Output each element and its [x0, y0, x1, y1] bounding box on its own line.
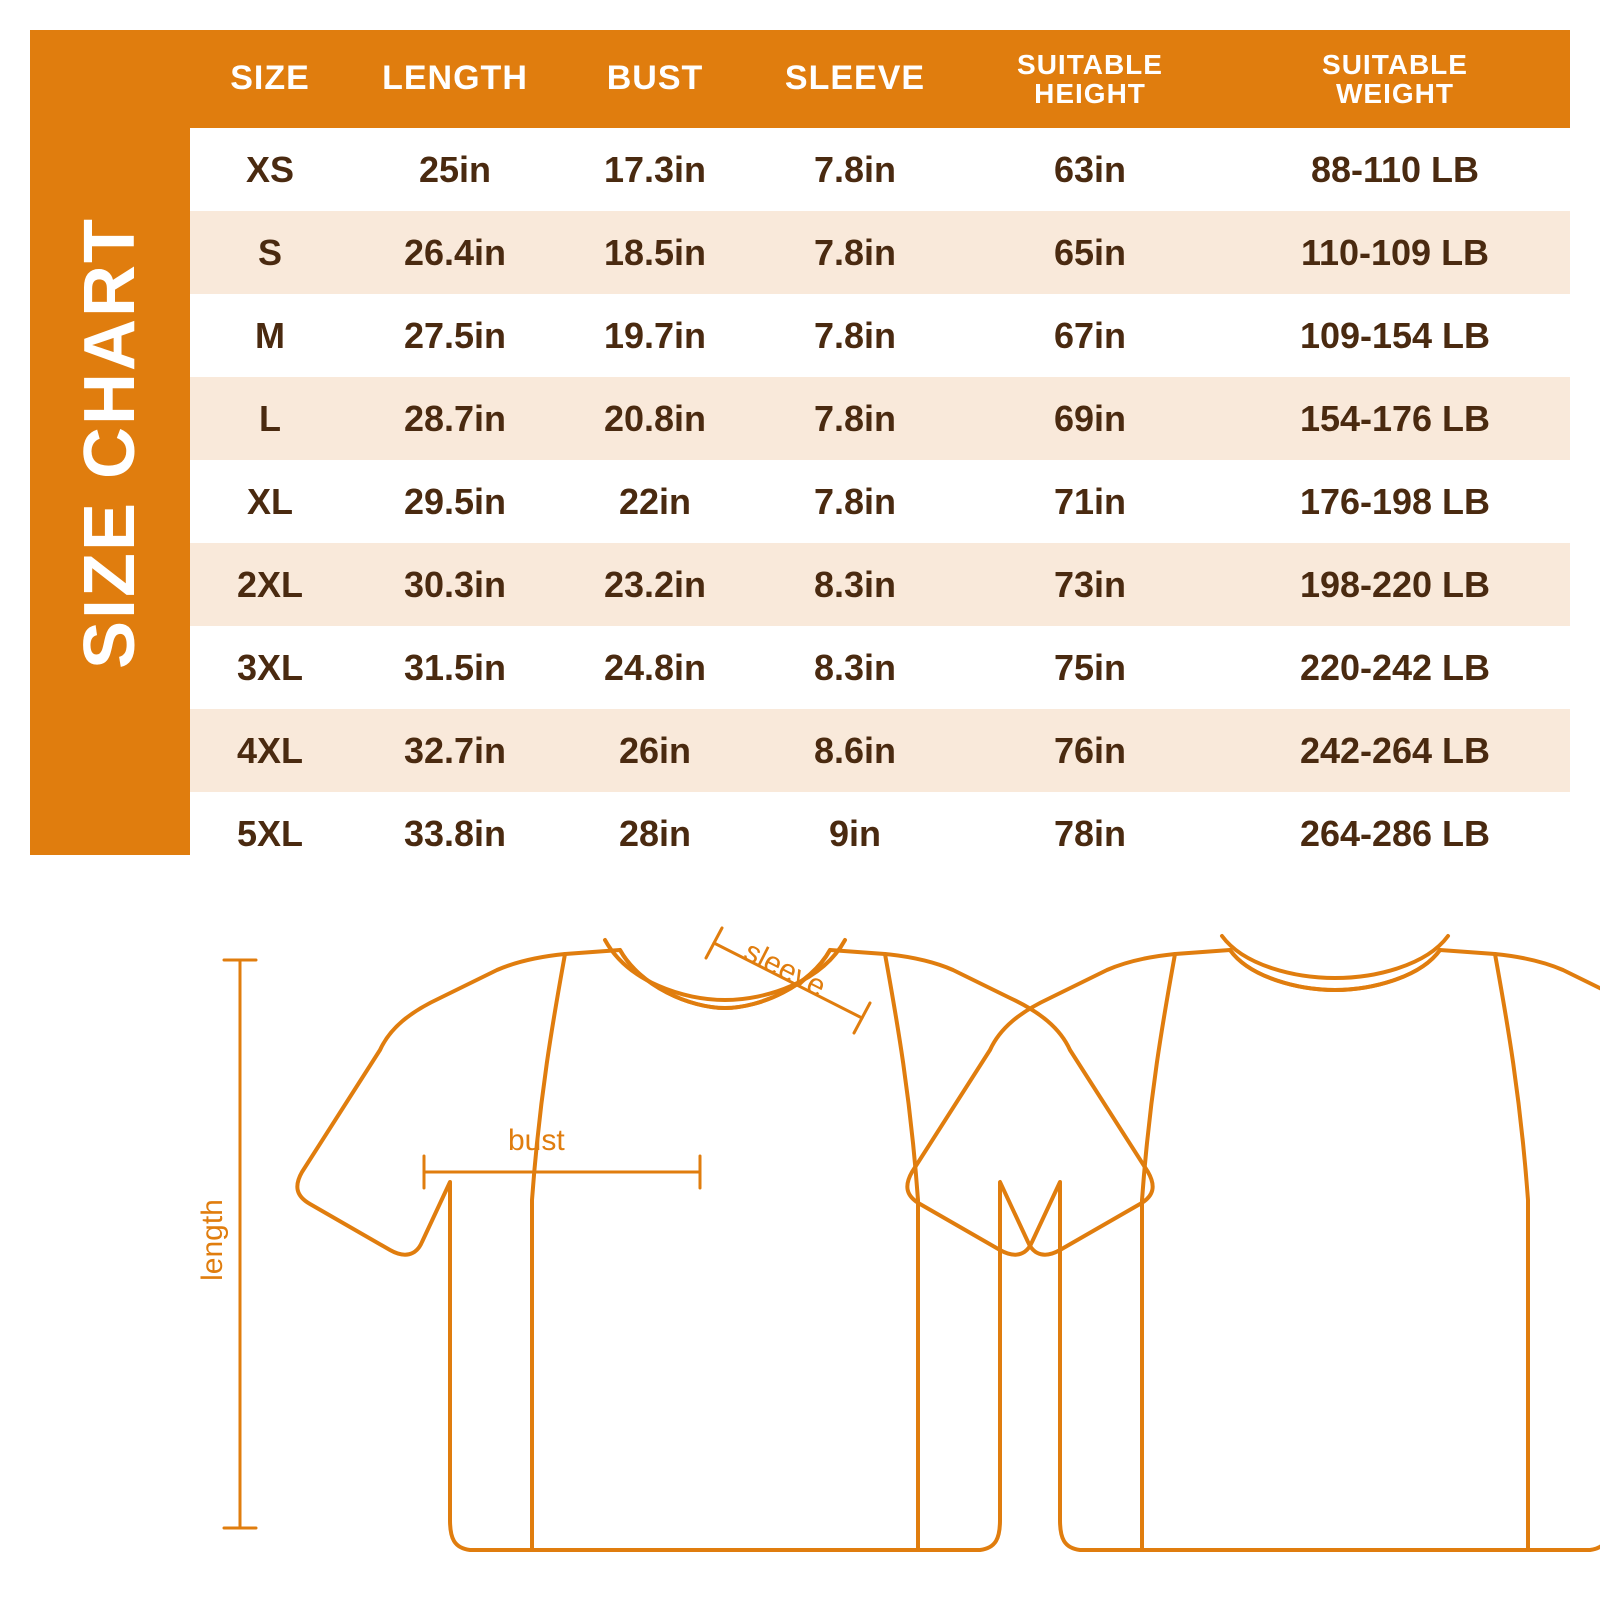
cell-size: 3XL	[190, 626, 350, 709]
cell-weight: 109-154 LB	[1220, 294, 1570, 377]
table-header-row	[190, 30, 1570, 128]
size-chart-panel	[30, 30, 1570, 855]
cell-bust: 24.8in	[560, 626, 750, 709]
cell-size: 4XL	[190, 709, 350, 792]
cell-weight: 242-264 LB	[1220, 709, 1570, 792]
cell-length: 29.5in	[350, 460, 560, 543]
cell-weight: 110-109 LB	[1220, 211, 1570, 294]
cell-height: 78in	[960, 792, 1220, 875]
cell-sleeve: 7.8in	[750, 128, 960, 211]
cell-sleeve: 8.3in	[750, 543, 960, 626]
column-header-suitable-height: SUITABLE HEIGHT	[1017, 48, 1163, 109]
cell-weight: 154-176 LB	[1220, 377, 1570, 460]
label-sleeve: sleeve	[738, 934, 832, 1004]
cell-sleeve: 8.3in	[750, 626, 960, 709]
cell-height: 69in	[960, 377, 1220, 460]
cell-height: 71in	[960, 460, 1220, 543]
cell-size: M	[190, 294, 350, 377]
cell-sleeve: 7.8in	[750, 460, 960, 543]
cell-size: L	[190, 377, 350, 460]
cell-height: 67in	[960, 294, 1220, 377]
column-header-suitable-weight: SUITABLE WEIGHT	[1322, 48, 1468, 109]
measurement-diagram	[0, 900, 1600, 1590]
table-row	[190, 460, 1570, 543]
cell-length: 32.7in	[350, 709, 560, 792]
column-header-length: LENGTH	[382, 59, 528, 98]
cell-height: 65in	[960, 211, 1220, 294]
cell-weight: 88-110 LB	[1220, 128, 1570, 211]
cell-bust: 23.2in	[560, 543, 750, 626]
column-header-sleeve: SLEEVE	[784, 59, 926, 98]
cell-bust: 20.8in	[560, 377, 750, 460]
cell-sleeve: 8.6in	[750, 709, 960, 792]
page-title: SIZE CHART	[70, 216, 150, 669]
tshirt-back-outline	[907, 936, 1600, 1550]
cell-sleeve: 9in	[750, 792, 960, 875]
cell-height: 63in	[960, 128, 1220, 211]
cell-height: 76in	[960, 709, 1220, 792]
cell-length: 26.4in	[350, 211, 560, 294]
table-row	[190, 792, 1570, 875]
table-row	[190, 543, 1570, 626]
table-row	[190, 211, 1570, 294]
cell-weight: 198-220 LB	[1220, 543, 1570, 626]
size-chart-title-bar	[30, 30, 190, 855]
cell-length: 27.5in	[350, 294, 560, 377]
cell-bust: 26in	[560, 709, 750, 792]
cell-size: S	[190, 211, 350, 294]
cell-weight: 220-242 LB	[1220, 626, 1570, 709]
table-row	[190, 128, 1570, 211]
cell-length: 28.7in	[350, 377, 560, 460]
cell-sleeve: 7.8in	[750, 294, 960, 377]
cell-height: 73in	[960, 543, 1220, 626]
cell-size: XL	[190, 460, 350, 543]
cell-length: 30.3in	[350, 543, 560, 626]
cell-length: 25in	[350, 128, 560, 211]
cell-bust: 18.5in	[560, 211, 750, 294]
cell-size: 2XL	[190, 543, 350, 626]
cell-height: 75in	[960, 626, 1220, 709]
cell-sleeve: 7.8in	[750, 377, 960, 460]
size-table	[190, 30, 1570, 875]
bust-measure-line	[424, 1156, 700, 1188]
column-header-size: SIZE	[230, 59, 310, 98]
tshirt-front-outline	[297, 940, 1152, 1550]
cell-size: XS	[190, 128, 350, 211]
column-header-bust: BUST	[606, 59, 704, 98]
cell-length: 33.8in	[350, 792, 560, 875]
cell-bust: 17.3in	[560, 128, 750, 211]
cell-bust: 22in	[560, 460, 750, 543]
cell-length: 31.5in	[350, 626, 560, 709]
cell-bust: 19.7in	[560, 294, 750, 377]
table-row	[190, 294, 1570, 377]
table-row	[190, 626, 1570, 709]
table-row	[190, 377, 1570, 460]
label-bust: bust	[508, 1124, 565, 1157]
label-length: length	[196, 1199, 229, 1281]
cell-size: 5XL	[190, 792, 350, 875]
cell-bust: 28in	[560, 792, 750, 875]
cell-weight: 264-286 LB	[1220, 792, 1570, 875]
table-row	[190, 709, 1570, 792]
size-table-area	[190, 30, 1570, 855]
cell-weight: 176-198 LB	[1220, 460, 1570, 543]
cell-sleeve: 7.8in	[750, 211, 960, 294]
